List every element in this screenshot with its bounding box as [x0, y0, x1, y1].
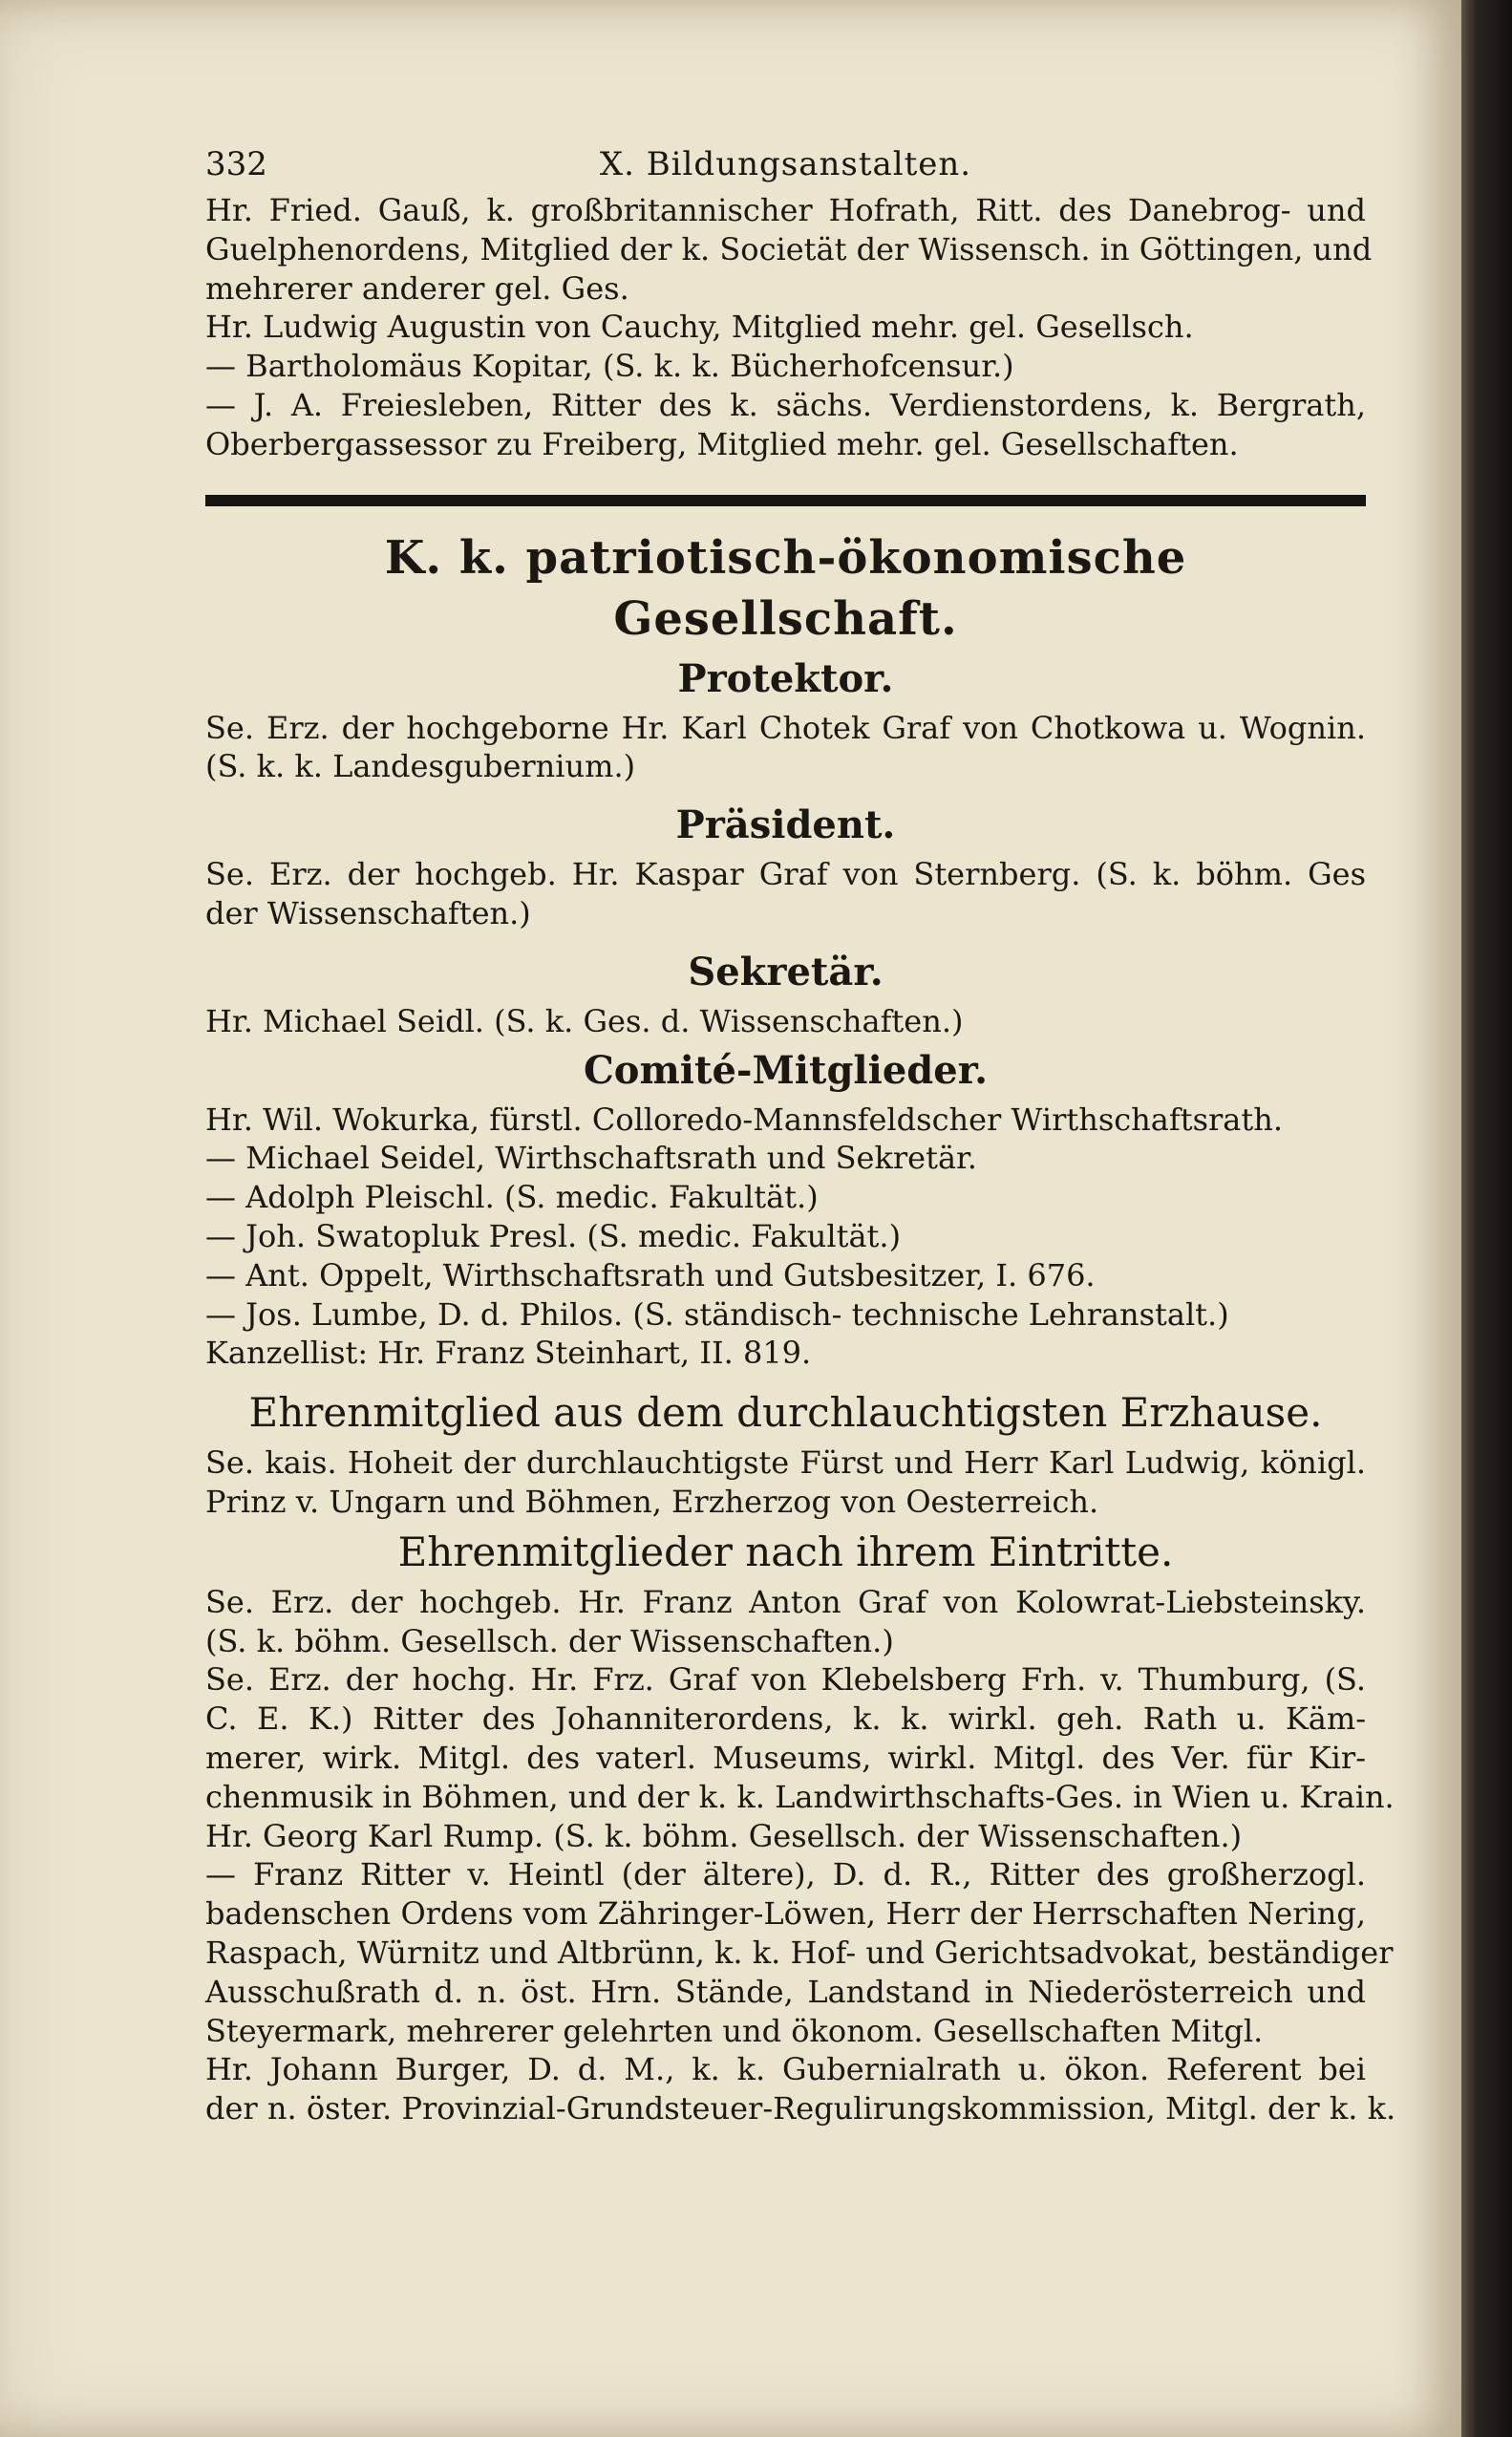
protektor-line: (S. k. k. Landesgubernium.): [205, 748, 636, 785]
heading-praesident: Präsident.: [675, 802, 896, 848]
entry-line: Hr. Fried. Gauß, k. großbritannischer Hofrath, Ritt. des Danebrog- und: [205, 192, 1366, 228]
eintritt-line: Ausschußrath d. n. öst. Hrn. Stände, Landstand in Niederösterreich und: [205, 1973, 1366, 2010]
comite-line: — Michael Seidel, Wirthschaftsrath und Sekretär.: [205, 1140, 977, 1177]
entry-line: Guelphenordens, Mitglied der k. Societät der Wissensch. in Göttingen, und: [205, 230, 1373, 267]
eintritt-line: Hr. Johann Burger, D. d. M., k. k. Gubernialrath u. ökon. Referent bei: [205, 2051, 1366, 2088]
eintritt-line: — Franz Ritter v. Heintl (der ältere), D. d. R., Ritter des großherzogl.: [205, 1856, 1366, 1893]
running-header: [205, 143, 1366, 191]
protektor-line: Se. Erz. der hochgeborne Hr. Karl Chotek Graf von Chotkowa u. Wognin.: [205, 709, 1366, 746]
book-spine-edge: [1461, 0, 1512, 2437]
eintritt-line: badenschen Ordens vom Zähringer-Löwen, Herr der Herrschaften Nering,: [205, 1895, 1366, 1933]
entry-line: Hr. Ludwig Augustin von Cauchy, Mitglied mehr. gel. Gesellsch.: [205, 309, 1194, 346]
comite-line: — Ant. Oppelt, Wirthschaftsrath und Gutsbesitzer, I. 676.: [205, 1256, 1096, 1293]
comite-line: — Adolph Pleischl. (S. medic. Fakultät.): [205, 1179, 819, 1216]
heading-ehrenmitglied-erzhaus: Ehrenmitglied aus dem durchlauchtigsten Erzhause.: [248, 1389, 1323, 1437]
kanzellist-line: Kanzellist: Hr. Franz Steinhart, II. 819.: [205, 1335, 812, 1372]
eintritt-line: Raspach, Würnitz und Altbrünn, k. k. Hof- und Gerichtsadvokat, beständiger: [205, 1934, 1394, 1971]
eintritt-line: Hr. Georg Karl Rump. (S. k. böhm. Gesellsch. der Wissenschaften.): [205, 1817, 1243, 1854]
section-divider: [205, 495, 1366, 506]
eintritt-line: Se. Erz. der hochg. Hr. Frz. Graf von Klebelsberg Frh. v. Thumburg, (S.: [205, 1661, 1366, 1699]
eintritt-line: C. E. K.) Ritter des Johanniterordens, k. k. wirkl. geh. Rath u. Käm-: [205, 1700, 1366, 1738]
heading-comite: Comité-Mitglieder.: [583, 1047, 989, 1093]
sekretaer-line: Hr. Michael Seidl. (S. k. Ges. d. Wissenschaften.): [205, 1002, 964, 1039]
eintritt-line: chenmusik in Böhmen, und der k. k. Landwirthschafts-Ges. in Wien u. Krain.: [205, 1778, 1395, 1815]
entry-line: Oberbergassessor zu Freiberg, Mitglied mehr. gel. Gesellschaften.: [205, 425, 1239, 462]
eintritt-line: (S. k. böhm. Gesellsch. der Wissenschaften.): [205, 1622, 894, 1659]
entry-line: mehrerer anderer gel. Ges.: [205, 269, 629, 307]
praesident-line: der Wissenschaften.): [205, 894, 531, 931]
erzhaus-line: Prinz v. Ungarn und Böhmen, Erzherzog von Oesterreich.: [205, 1483, 1099, 1520]
heading-ehrenmitglieder-eintritt: Ehrenmitglieder nach ihrem Eintritte.: [397, 1528, 1174, 1575]
entry-line: — Bartholomäus Kopitar, (S. k. k. Bücherhofcensur.): [205, 348, 1014, 385]
comite-line: — Jos. Lumbe, D. d. Philos. (S. ständisch- technische Lehranstalt.): [205, 1295, 1229, 1333]
heading-sekretaer: Sekretär.: [688, 949, 884, 994]
page-number: 332: [205, 145, 267, 183]
eintritt-line: der n. öster. Provinzial-Grundsteuer-Regulirungskommission, Mitgl. der k. k.: [205, 2090, 1396, 2127]
running-title: X. Bildungsanstalten.: [599, 145, 972, 183]
comite-line: — Joh. Swatopluk Presl. (S. medic. Fakultät.): [205, 1217, 902, 1254]
heading-protektor: Protektor.: [677, 655, 894, 701]
eintritt-line: Se. Erz. der hochgeb. Hr. Franz Anton Graf von Kolowrat-Liebsteinsky.: [205, 1583, 1366, 1620]
erzhaus-line: Se. kais. Hoheit der durchlauchtigste Fürst und Herr Karl Ludwig, königl.: [205, 1444, 1366, 1482]
eintritt-line: Steyermark, mehrerer gelehrten und ökonom. Gesellschaften Mitgl.: [205, 2012, 1264, 2049]
top-entries: [205, 191, 1373, 464]
society-title: K. k. patriotisch-ökonomische Gesellschaft.: [384, 530, 1187, 646]
entry-line: — J. A. Freiesleben, Ritter des k. sächs. Verdienstordens, k. Bergrath,: [205, 386, 1366, 423]
praesident-line: Se. Erz. der hochgeb. Hr. Kaspar Graf von Sternberg. (S. k. böhm. Ges: [205, 856, 1366, 893]
page-content: [205, 143, 1396, 2128]
eintritt-line: merer, wirk. Mitgl. des vaterl. Museums, wirkl. Mitgl. des Ver. für Kir-: [205, 1739, 1366, 1776]
comite-line: Hr. Wil. Wokurka, fürstl. Colloredo-Mannsfeldscher Wirthschaftsrath.: [205, 1101, 1283, 1138]
